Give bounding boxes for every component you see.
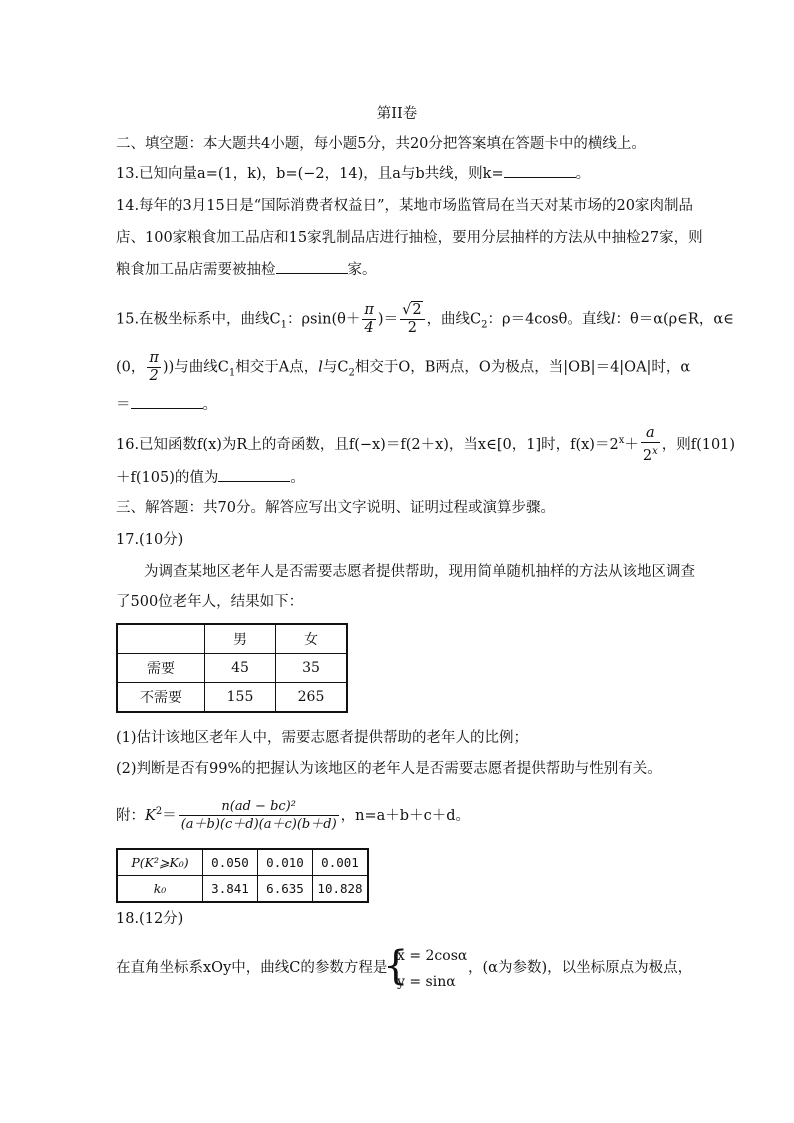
cell-need-male: 45 bbox=[205, 654, 276, 683]
crit-k-10828: 10.828 bbox=[313, 876, 369, 903]
q15-frac-num: π bbox=[364, 302, 374, 318]
q16-answer-blank[interactable] bbox=[218, 467, 290, 482]
q17-formula bbox=[116, 794, 470, 834]
q18-eq1: x = 2cosα bbox=[397, 948, 468, 964]
question-16-line1 bbox=[116, 424, 735, 465]
question-15-line1 bbox=[116, 302, 734, 342]
formula-prefix: 附： bbox=[116, 807, 145, 824]
q13-answer-blank[interactable] bbox=[504, 163, 576, 178]
q15-sqrt2-over-2: $\frac{√2}{2}$ bbox=[400, 302, 424, 337]
formula-numerator: n(ad − bc)² bbox=[179, 798, 339, 816]
crit-row1-label: P(K²⩾K₀) bbox=[117, 849, 203, 876]
q16-part-b: ＋ bbox=[624, 436, 639, 453]
q15-l2-e: 相交于O，B两点，O为极点，当|OB|＝4|OA|时，α bbox=[354, 359, 691, 376]
q15-part-f: ：θ＝α(ρ∈R，α∈ bbox=[615, 311, 734, 328]
q16-part-a: 16.已知函数f(x)为R上的奇函数，且f(−x)＝f(2＋x)，当x∈[0，1]时，f(x)＝2 bbox=[116, 436, 619, 453]
question-14-line3 bbox=[116, 259, 377, 280]
q15-frac2-den: 2 bbox=[407, 320, 417, 336]
q15-sub1: 1 bbox=[280, 319, 288, 331]
q14-line3-a: 粮食加工品店需要被抽检 bbox=[116, 262, 276, 278]
q17-label: 17.(10分) bbox=[116, 532, 184, 548]
q15-l2-b: ))与曲线C bbox=[162, 359, 229, 376]
q15-frac-den: 4 bbox=[364, 320, 374, 336]
crit-row2-label: k₀ bbox=[117, 876, 203, 903]
table-row bbox=[117, 683, 347, 713]
q14-line2: 店、100家粮食加工品店和15家乳制品店进行抽检，要用分层抽样的方法从中抽检27家，则 bbox=[116, 230, 703, 246]
header-female: 女 bbox=[276, 624, 348, 654]
q15-sqrt-value: 2 bbox=[412, 302, 422, 318]
question-13 bbox=[116, 163, 590, 184]
formula-denominator: (a＋b)(c＋d)(a＋c)(b＋d) bbox=[180, 817, 337, 833]
table-row bbox=[117, 876, 368, 903]
q16-a-over-2x bbox=[641, 425, 660, 465]
crit-k-6635: 6.635 bbox=[258, 876, 313, 903]
formula-eq: ＝ bbox=[162, 807, 177, 824]
formula-k: K bbox=[145, 807, 156, 824]
q15-l3-b: 。 bbox=[202, 397, 217, 413]
cell-noneed-male: 155 bbox=[205, 683, 276, 713]
question-15-line3 bbox=[116, 394, 217, 415]
q15-pi-over-4 bbox=[362, 302, 376, 337]
q16-part-c: ，则f(101) bbox=[661, 436, 736, 453]
q14-line1: 14.每年的3月15日是“国际消费者权益日”，某地市场监管局在当天对某市场的20家肉制品 bbox=[116, 198, 694, 214]
chi-square-fraction bbox=[179, 798, 339, 833]
table-corner-cell bbox=[117, 624, 205, 654]
q16-frac-num: a bbox=[641, 425, 660, 443]
part2-header: 二、填空题：本大题共4小题，每小题5分，共20分把答案填在答题卡中的横线上。 bbox=[116, 136, 646, 152]
crit-p-0050: 0.050 bbox=[203, 849, 258, 876]
q15-part-d: ，曲线C bbox=[426, 311, 482, 328]
system-brace: { bbox=[383, 943, 409, 989]
q13-text: 13.已知向量a=(1，k)，b=(−2，14)，且a与b共线，则k= bbox=[116, 166, 504, 182]
section-title: 第II卷 bbox=[376, 106, 418, 122]
cell-need-female: 35 bbox=[276, 654, 348, 683]
critical-value-table bbox=[116, 848, 369, 903]
q15-l3-a: ＝ bbox=[116, 397, 131, 413]
q15-pi-over-2 bbox=[147, 350, 161, 385]
q15-part-a: 15.在极坐标系中，曲线C bbox=[116, 311, 281, 328]
q18-text-a: 在直角坐标系xOy中，曲线C的参数方程是 bbox=[116, 960, 388, 976]
survey-table bbox=[116, 623, 348, 713]
q18-label: 18.(12分) bbox=[116, 911, 184, 927]
part3-header: 三、解答题：共70分。解答应写出文字说明、证明过程或演算步骤。 bbox=[116, 500, 555, 516]
q15-part-c: )＝ bbox=[377, 311, 399, 328]
q15-l2-frac-num: π bbox=[149, 350, 159, 366]
q18-text-b: ，(α为参数)，以坐标原点为极点， bbox=[468, 960, 693, 976]
q15-l2-frac-den: 2 bbox=[149, 368, 159, 384]
q15-l2-l: l bbox=[318, 359, 323, 376]
row-label-no-need: 不需要 bbox=[117, 683, 205, 713]
q15-l2-d: 与C bbox=[322, 359, 349, 376]
q15-l2-sub2: 2 bbox=[348, 367, 355, 379]
formula-sup: 2 bbox=[155, 806, 163, 817]
question-16-line2 bbox=[116, 467, 305, 488]
question-15-line2 bbox=[116, 350, 690, 390]
q16-sup-x: x bbox=[618, 435, 625, 446]
q15-answer-blank[interactable] bbox=[131, 394, 203, 409]
q17-sub1: (1)估计该地区老年人中，需要志愿者提供帮助的老年人的比例； bbox=[116, 730, 529, 746]
table-row bbox=[117, 849, 368, 876]
q16-l2-b: 。 bbox=[290, 470, 305, 486]
q15-part-e: ：ρ＝4cosθ。直线 bbox=[487, 311, 611, 328]
table-header-row bbox=[117, 624, 347, 654]
q17-para1: 为调查某地区老年人是否需要志愿者提供帮助，现用简单随机抽样的方法从该地区调查 bbox=[144, 564, 695, 580]
q13-end: 。 bbox=[575, 166, 591, 182]
q15-part-b: ：ρsin(θ＋ bbox=[287, 311, 361, 328]
q15-l2-c: 相交于A点， bbox=[235, 359, 319, 376]
q15-line-l: l bbox=[610, 311, 616, 328]
crit-p-0001: 0.001 bbox=[313, 849, 369, 876]
q15-l2-sub1: 1 bbox=[228, 367, 236, 379]
cell-noneed-female: 265 bbox=[276, 683, 348, 713]
q16-frac-den-base: 2 bbox=[642, 447, 653, 464]
q15-sub2: 2 bbox=[481, 319, 488, 331]
q17-para2: 了500位老年人，结果如下： bbox=[116, 594, 304, 610]
formula-suffix: ，n=a＋b＋c＋d。 bbox=[340, 807, 470, 824]
q16-frac-den-sup: x bbox=[652, 445, 658, 457]
q16-l2-a: ＋f(105)的值为 bbox=[116, 470, 219, 486]
header-male: 男 bbox=[205, 624, 276, 654]
table-row bbox=[117, 654, 347, 683]
crit-p-0010: 0.010 bbox=[258, 849, 313, 876]
q14-answer-blank[interactable] bbox=[276, 259, 348, 274]
q17-sub2: (2)判断是否有99%的把握认为该地区的老年人是否需要志愿者提供帮助与性别有关。 bbox=[116, 761, 662, 777]
q15-l2-a: (0， bbox=[116, 359, 146, 376]
crit-k-3841: 3.841 bbox=[203, 876, 258, 903]
row-label-need: 需要 bbox=[117, 654, 205, 683]
q14-line3-b: 家。 bbox=[347, 262, 377, 278]
q18-eq2: y = sinα bbox=[397, 974, 456, 990]
